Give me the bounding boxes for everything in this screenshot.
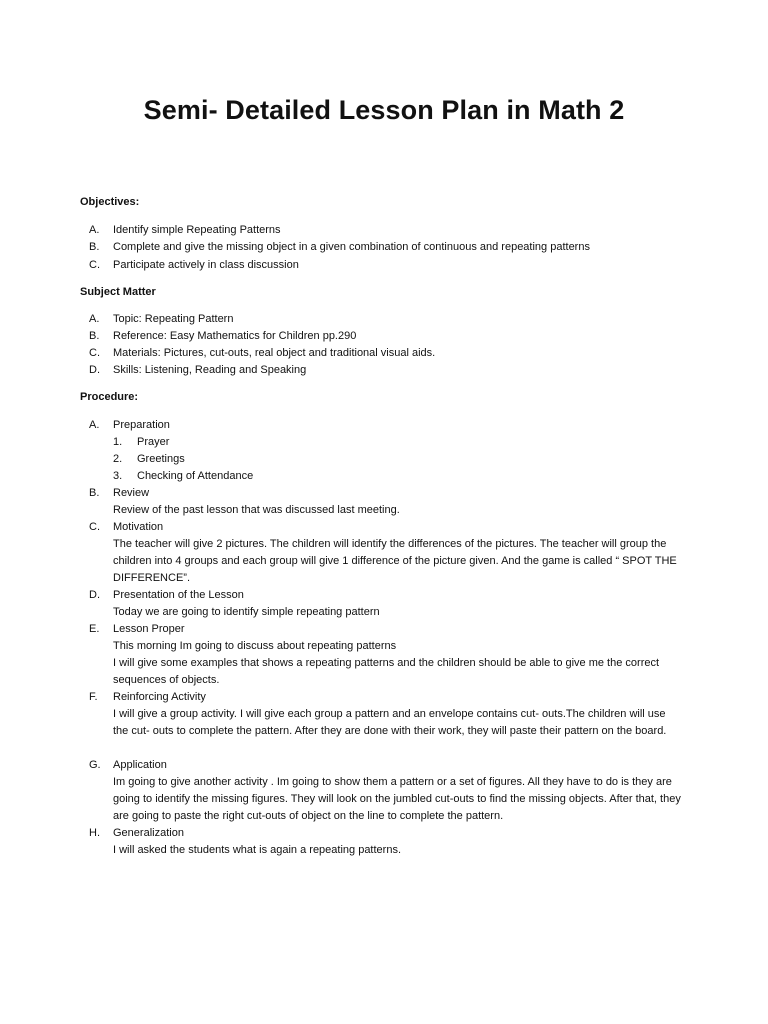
item-body: I will asked the students what is again a repeating patterns.: [113, 844, 402, 856]
item-text: Generalization: [113, 827, 184, 839]
item-text: Review: [113, 487, 150, 499]
item-letter: A.: [89, 419, 100, 431]
sub-item-text: Greetings: [137, 453, 185, 465]
item-letter: C.: [89, 521, 100, 533]
item-text: Application: [113, 759, 167, 771]
item-text: Reference: Easy Mathematics for Children pp.290: [113, 330, 357, 342]
item-text: Participate actively in class discussion: [113, 259, 299, 271]
item-body: I will give a group activity. I will give each group a pattern and an envelope contains cut- outs.The children will use the cut- outs to complete the pattern. After they are done with their work, they will paste their pattern on the board.: [113, 708, 667, 737]
item-letter: B.: [89, 487, 100, 499]
item-text: Topic: Repeating Pattern: [113, 313, 234, 325]
item-letter: H.: [89, 827, 100, 839]
item-letter: A.: [89, 224, 100, 236]
item-body: Im going to give another activity . Im going to show them a pattern or a set of figures. All they have to do is they are going to identify the missing figures. They will look on the jumbled cut-outs to find the missing objects. After that, they are going to paste the right cut-outs of object on the line to complete the pattern.: [113, 776, 681, 822]
item-body: This morning Im going to discuss about repeating patterns: [113, 640, 397, 652]
item-text: Lesson Proper: [113, 623, 185, 635]
item-text: Reinforcing Activity: [113, 691, 206, 703]
item-letter: B.: [89, 330, 100, 342]
item-letter: C.: [89, 259, 100, 271]
sub-item-number: 2.: [113, 453, 123, 465]
item-body: Review of the past lesson that was discussed last meeting.: [113, 504, 400, 516]
page-title: Semi- Detailed Lesson Plan in Math 2: [143, 95, 625, 125]
subject-matter-heading: Subject Matter: [80, 286, 156, 298]
item-text: Motivation: [113, 521, 164, 533]
item-letter: F.: [89, 691, 98, 703]
item-text: Skills: Listening, Reading and Speaking: [113, 364, 307, 376]
item-text: Preparation: [113, 419, 170, 431]
sub-item-text: Checking of Attendance: [137, 470, 254, 482]
item-body: The teacher will give 2 pictures. The children will identify the differences of the pictures. The teacher will group the children into 4 groups and each group will give 1 difference of the picture given. And the game is called “ SPOT THE DIFFERENCE”.: [113, 538, 677, 584]
item-text: Identify simple Repeating Patterns: [113, 224, 281, 236]
sub-item-number: 1.: [113, 436, 123, 448]
item-letter: A.: [89, 313, 100, 325]
objectives-heading: Objectives:: [80, 196, 140, 208]
procedure-heading: Procedure:: [80, 391, 139, 403]
item-text: Materials: Pictures, cut-outs, real object and traditional visual aids.: [113, 347, 436, 359]
item-text: Complete and give the missing object in a given combination of continuous and repeating patterns: [113, 241, 590, 253]
item-text: Presentation of the Lesson: [113, 589, 244, 601]
item-letter: D.: [89, 589, 100, 601]
item-letter: G.: [89, 759, 101, 771]
item-letter: C.: [89, 347, 100, 359]
item-letter: E.: [89, 623, 100, 635]
sub-item-number: 3.: [113, 470, 123, 482]
item-letter: D.: [89, 364, 100, 376]
item-letter: B.: [89, 241, 100, 253]
item-body-continued: I will give some examples that shows a repeating patterns and the children should be able to give me the correct sequences of objects.: [113, 657, 660, 686]
sub-item-text: Prayer: [137, 436, 170, 448]
item-body: Today we are going to identify simple repeating pattern: [113, 606, 380, 618]
